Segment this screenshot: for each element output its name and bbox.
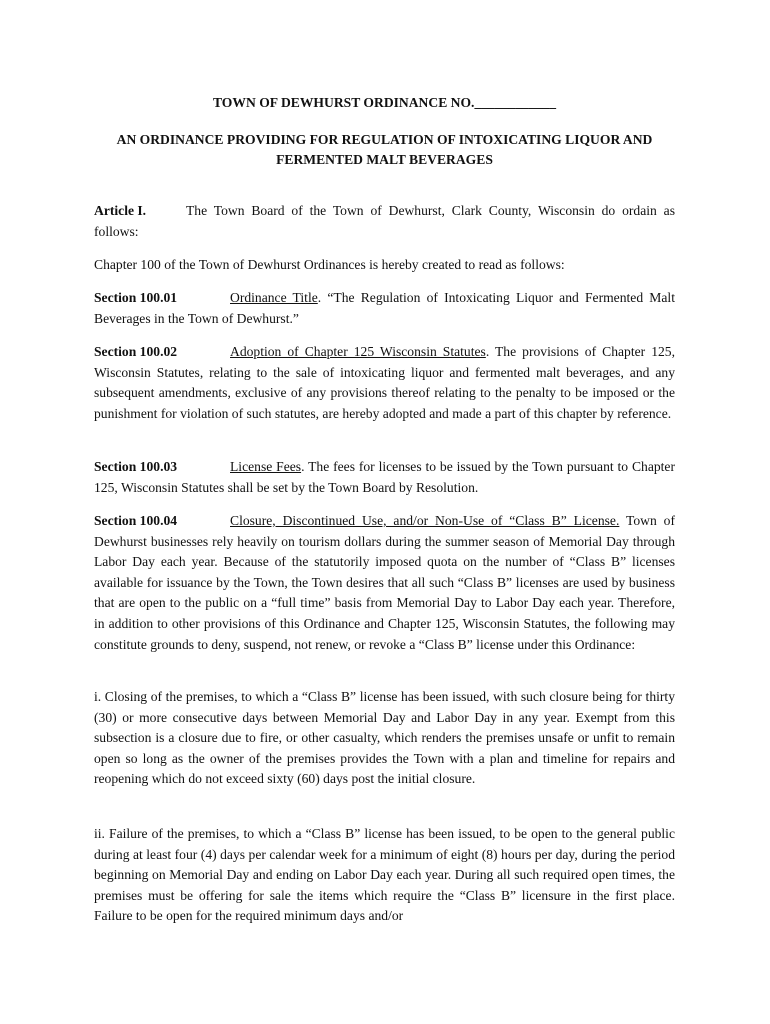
section-text: . The fees for licenses to be issued by the Town pursuant to Chapter 125, Wisconsin Statutes shall be set by the Town Board by Resolution. <box>94 459 675 495</box>
ordinance-title: AN ORDINANCE PROVIDING FOR REGULATION OF INTOXICATING LIQUOR AND FERMENTED MALT BEVERAGES <box>116 132 653 167</box>
section-number: Section 100.01 <box>94 290 178 305</box>
subsection-ii: ii. Failure of the premises, to which a “Class B” license has been issued, to be open to the general public during at least four (4) days per calendar week for a minimum of eight (8) hours per day, during the period beginning on Memorial Day and ending on Labor Day each year. During all such required open times, the premises must be offering for sale the items which require the “Class B” licensure in the first place. Failure to be open for the required minimum days and/or <box>94 826 675 924</box>
section-text: . The provisions of Chapter 125, Wisconsin Statutes, relating to the sale of intoxicating liquor and fermented malt beverages, and any subsequent amendments, exclusive of any provisions thereof relating to the penalty to be imposed or the punishment for violation of such statutes, are hereby adopted and made a part of this chapter by reference. <box>94 344 675 421</box>
chapter-intro: Chapter 100 of the Town of Dewhurst Ordinances is hereby created to read as follows: <box>94 257 565 272</box>
article-1-paragraph <box>94 201 675 242</box>
section-number: Section 100.03 <box>94 459 178 474</box>
section-title: Closure, Discontinued Use, and/or Non-Use of “Class B” License. <box>230 513 620 528</box>
section-100-02 <box>94 342 675 424</box>
subsection-i: i. Closing of the premises, to which a “Class B” license has been issued, with such closure being for thirty (30) or more consecutive days between Memorial Day and Labor Day in any year. Exempt from this subsection is a closure due to fire, or other casualty, which renders the premises unsafe or unfit to remain open so long as the owner of the premises provides the Town with a plan and timeline for repairs and reopening which do not exceed sixty (60) days post the initial closure. <box>94 689 675 787</box>
ordinance-number-title: TOWN OF DEWHURST ORDINANCE NO.____________ <box>212 95 557 110</box>
section-title: Ordinance Title <box>230 290 318 305</box>
section-text: . “The Regulation of Intoxicating Liquor and Fermented Malt Beverages in the Town of Dewhurst.” <box>94 290 675 326</box>
section-number: Section 100.02 <box>94 344 178 359</box>
section-title: License Fees <box>230 459 302 474</box>
section-100-01 <box>94 288 675 329</box>
section-100-03 <box>94 457 675 498</box>
article-1-heading: Article I. <box>94 203 147 218</box>
section-100-04 <box>94 511 675 655</box>
article-1-text: The Town Board of the Town of Dewhurst, Clark County, Wisconsin do ordain as follows: <box>94 203 675 239</box>
section-text: Town of Dewhurst businesses rely heavily on tourism dollars during the summer season of Memorial Day through Labor Day each year. Because of the statutorily imposed quota on the number of “Class B” licenses available for issuance by the Town, the Town desires that all such “Class B” licenses are used by business that are open to the public on a “full time” basis from Memorial Day to Labor Day each year. Therefore, in addition to other provisions of this Ordinance and Chapter 125, Wisconsin Statutes, the following may constitute grounds to deny, suspend, not renew, or revoke a “Class B” license under this Ordinance: <box>94 513 675 652</box>
section-number: Section 100.04 <box>94 513 178 528</box>
section-title: Adoption of Chapter 125 Wisconsin Statutes <box>230 344 486 359</box>
